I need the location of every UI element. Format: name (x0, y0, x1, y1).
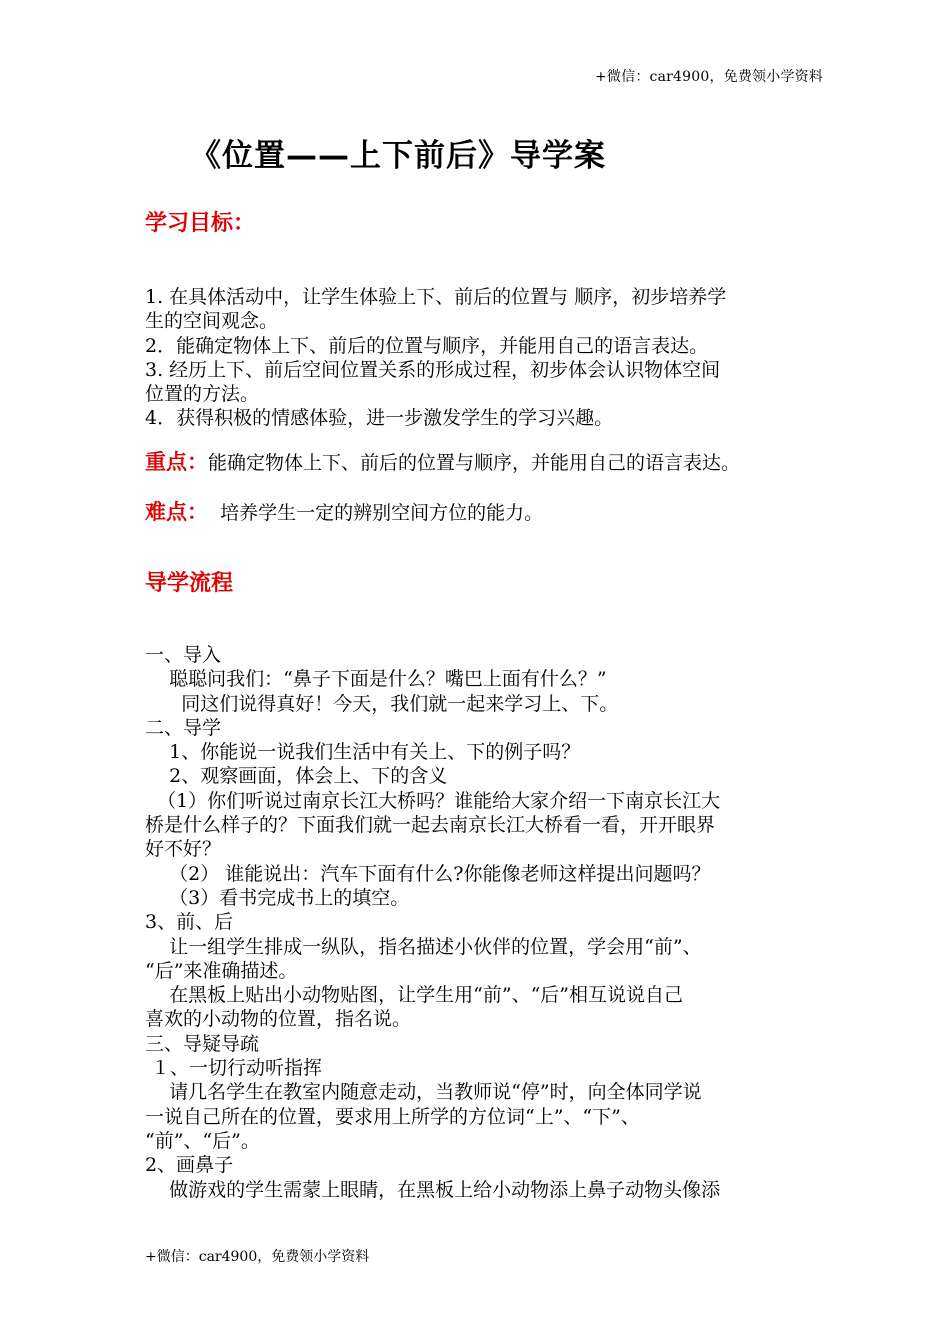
process-line: 聪聪问我们：“鼻子下面是什么？嘴巴上面有什么？” (145, 668, 607, 691)
process-line: 2、观察画面，体会上、下的含义 (145, 765, 448, 788)
process-line: “后”来准确描述。 (145, 959, 298, 982)
objective-line: 1. 在具体活动中，让学生体验上下、前后的位置与 顺序，初步培养学 (145, 286, 727, 308)
objective-line: 位置的方法。 (145, 383, 260, 406)
footer-note: +微信：car4900，免费领小学资料 (145, 1249, 370, 1265)
document-title: 《位置——上下前后》导学案 (190, 138, 606, 174)
process-line: 三、导疑导疏 (145, 1032, 260, 1055)
process-line: 1、你能说一说我们生活中有关上、下的例子吗？ (145, 741, 581, 764)
process-line: １、一切行动听指挥 (145, 1057, 323, 1080)
process-line: 同这们说得真好！今天，我们就一起来学习上、下。 (145, 692, 619, 715)
process-line: 2、画鼻子 (145, 1154, 234, 1177)
objectives-list (145, 285, 815, 431)
process-line: 二、导学 (145, 716, 222, 739)
header-note: +微信：car4900，免费领小学资料 (595, 69, 824, 85)
process-line: 一说自己所在的位置，要求用上所学的方位词“上”、“下”、 (145, 1105, 640, 1128)
difficulty (145, 496, 543, 526)
key-point-label: 重点： (145, 450, 208, 474)
objective-line: 2．能确定物体上下、前后的位置与顺序，并能用自己的语言表达。 (145, 334, 709, 357)
process-heading: 导学流程 (145, 571, 234, 596)
process-line: （3）看书完成书上的填空。 (145, 886, 410, 909)
objective-line: 4．获得积极的情感体验，进一步激发学生的学习兴趣。 (145, 407, 614, 430)
process-list (145, 643, 815, 1202)
process-line: 好不好？ (145, 838, 222, 861)
objective-line: 3. 经历上下、前后空间位置关系的形成过程，初步体会认识物体空间 (145, 358, 721, 381)
difficulty-label: 难点： (145, 500, 208, 524)
process-line: 让一组学生排成一纵队，指名描述小伙伴的位置，学会用“前”、 (145, 935, 702, 958)
process-line: 3、前、后 (145, 911, 234, 934)
objective-line: 生的空间观念。 (145, 310, 279, 333)
key-point (145, 446, 740, 476)
process-line: 在黑板上贴出小动物贴图，让学生用“前”、“后”相互说说自己 (145, 984, 684, 1007)
process-line: 桥是什么样子的？下面我们就一起去南京长江大桥看一看，开开眼界 (145, 814, 716, 837)
process-line: （2） 谁能说出：汽车下面有什么?你能像老师这样提出问题吗？ (145, 862, 711, 885)
process-line: （1）你们听说过南京长江大桥吗？谁能给大家介绍一下南京长江大 (145, 789, 721, 812)
process-line: 做游戏的学生需蒙上眼睛，在黑板上给小动物添上鼻子动物头像添 (145, 1178, 721, 1201)
difficulty-text: 培养学生一定的辨别空间方位的能力。 (208, 502, 544, 524)
process-line: 喜欢的小动物的位置，指名说。 (145, 1008, 412, 1031)
key-point-text: 能确定物体上下、前后的位置与顺序，并能用自己的语言表达。 (208, 452, 741, 474)
objectives-heading: 学习目标： (145, 211, 256, 236)
process-line: “前”、“后”。 (145, 1129, 260, 1152)
process-line: 请几名学生在教室内随意走动，当教师说“停”时，向全体同学说 (145, 1081, 702, 1104)
process-line: 一、导入 (145, 644, 222, 666)
